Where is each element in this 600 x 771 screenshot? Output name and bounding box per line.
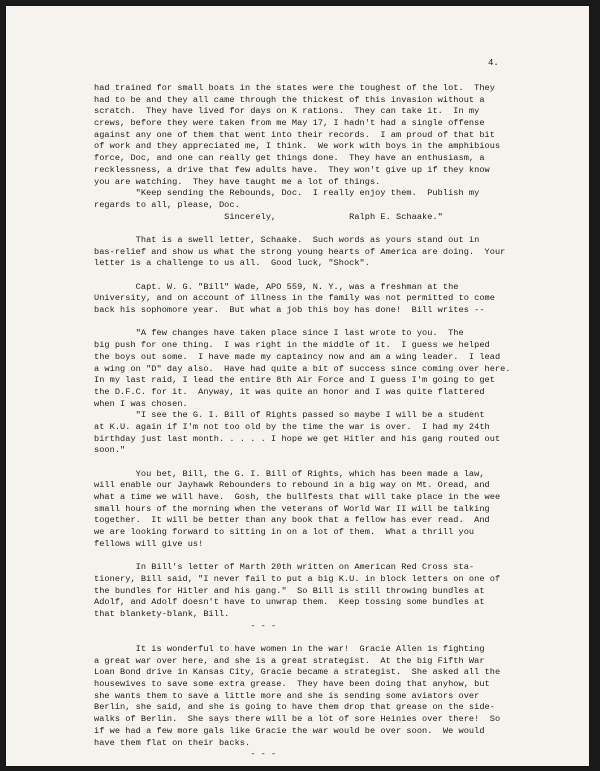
text-line: had trained for small boats in the states were the toughest of the lot. They xyxy=(94,83,495,93)
text-line: University, and on account of illness in the family was not permitted to come xyxy=(94,293,495,304)
text-line: against any one of them that went into their records. I am proud of that bit xyxy=(94,129,495,140)
text-line: that blankety-blank, Bill. xyxy=(94,608,230,619)
text-line: "Keep sending the Rebounds, Doc. I really enjoy them. Publish my xyxy=(94,188,480,199)
text-line: what a time we will have. Gosh, the bullfests that will take place in the wee xyxy=(94,492,501,503)
text-line: "A few changes have taken place since I last wrote to you. The xyxy=(94,328,464,339)
paragraph xyxy=(94,83,524,212)
text-line: a great war over here, and she is a great strategist. At the big Fifth War xyxy=(94,655,485,666)
text-line: That is a swell letter, Schaake. Such words as yours stand out in xyxy=(94,234,480,245)
paragraph xyxy=(94,328,524,457)
text-line: Berlin, she said, and she is going to have them drop that grease on the side- xyxy=(94,702,495,713)
page-number: 4. xyxy=(488,58,499,68)
text-line: small hours of the morning when the veterans of World War II will be talking xyxy=(94,503,490,514)
paragraph-gap xyxy=(94,551,524,563)
paragraph-gap xyxy=(94,457,524,469)
paragraph xyxy=(94,562,524,620)
text-line: scratch. They have lived for days on K rations. They can take it. In my xyxy=(94,106,480,117)
text-line: Adolf, and Adolf doesn't have to unwrap them. Keep tossing some bundles at xyxy=(94,597,485,608)
paragraph xyxy=(94,235,524,270)
text-line: You bet, Bill, the G. I. Bill of Rights, which has been made a law, xyxy=(94,468,485,479)
paragraph xyxy=(94,469,524,551)
text-line: force, Doc, and one can really get things done. They have an enthusiasm, a xyxy=(94,153,485,164)
section-divider: - - - xyxy=(94,620,277,631)
text-line: walks of Berlin. She says there will be a lot of sore Heinies over there! So xyxy=(94,714,501,725)
document-page xyxy=(6,6,589,766)
text-line: tionery, Bill said, "I never fail to put a big K.U. in block letters on one of xyxy=(94,573,501,584)
text-line: fellows will give us! xyxy=(94,538,204,549)
text-line: the bundles for Hitler and his gang." So Bill is still throwing bundles at xyxy=(94,585,485,596)
text-line: if we had a few more gals like Gracie the war would be over soon. We would xyxy=(94,725,485,736)
text-line: have them flat on their backs. xyxy=(94,737,251,748)
text-line: a wing on "D" day also. Have had quite a bit of success since coming over here. xyxy=(94,363,511,374)
text-line: crews, before they were taken from me May 17, I hadn't had a single offense xyxy=(94,118,485,129)
text-line: had to be and they all came through the thickest of this invasion without a xyxy=(94,94,485,105)
text-line: bas-relief and show us what the strong young hearts of America are doing. Your xyxy=(94,246,506,257)
text-line: you are watching. They have taught me a lot of things. xyxy=(94,176,381,187)
text-line: Sincerely, Ralph E. Schaake." xyxy=(94,211,443,222)
text-line: regards to all, please, Doc. xyxy=(94,199,240,210)
text-line: birthday just last month. . . . . I hope we get Hitler and his gang routed out xyxy=(94,433,501,444)
text-line: "I see the G. I. Bill of Rights passed so maybe I will be a student xyxy=(94,410,485,421)
text-line: we are looking forward to sitting in on a lot of them. What a thrill you xyxy=(94,527,475,538)
text-line: the boys out some. I have made my captaincy now and am a wing leader. I lead xyxy=(94,351,501,362)
paragraph-gap xyxy=(94,223,524,235)
text-line: recklessness, a drive that few adults have. They won't give up if they know xyxy=(94,164,490,175)
text-line: In my last raid, I lead the entire 8th Air Force and I guess I'm going to get xyxy=(94,375,495,386)
text-line: It is wonderful to have women in the war! Gracie Allen is fighting xyxy=(94,644,485,654)
letter-body xyxy=(94,83,524,761)
text-line: Capt. W. G. "Bill" Wade, APO 559, N. Y., was a freshman at the xyxy=(94,281,459,292)
text-line: when I was chosen. xyxy=(94,398,188,409)
text-line: housewives to save some extra grease. They have been doing that anyhow, but xyxy=(94,679,490,690)
text-line: together. It will be better than any book that a fellow has ever read. And xyxy=(94,515,490,526)
text-line: big push for one thing. I was right in the middle of it. I guess we helped xyxy=(94,340,490,351)
text-line: the D.F.C. for it. Anyway, it was quite an honor and I was quite flattered xyxy=(94,386,485,397)
paragraph xyxy=(94,644,524,749)
paragraph-gap xyxy=(94,317,524,329)
paragraph xyxy=(94,212,524,224)
text-line: at K.U. again if I'm not too old by the time the war is over. I had my 24th xyxy=(94,421,490,432)
paragraph-gap xyxy=(94,632,524,644)
text-line: soon." xyxy=(94,445,126,456)
text-line: letter is a challenge to us all. Good luck, "Shock". xyxy=(94,258,370,269)
section-divider: - - - xyxy=(94,749,277,760)
text-line: back his sophomore year. But what a job this boy has done! Bill writes -- xyxy=(94,305,485,316)
text-line: she wants them to save a little more and she is sending some aviators over xyxy=(94,690,480,701)
text-line: In Bill's letter of Marth 20th written on American Red Cross sta- xyxy=(94,562,475,573)
text-line: of work and they appreciated me, I think. We work with boys in the amphibious xyxy=(94,141,501,152)
text-line: will enable our Jayhawk Rebounders to rebound in a big way on Mt. Oread, and xyxy=(94,480,490,491)
text-line: Loan Bond drive in Kansas City, Gracie became a strategist. She asked all the xyxy=(94,667,501,678)
paragraph-gap xyxy=(94,270,524,282)
paragraph xyxy=(94,282,524,317)
